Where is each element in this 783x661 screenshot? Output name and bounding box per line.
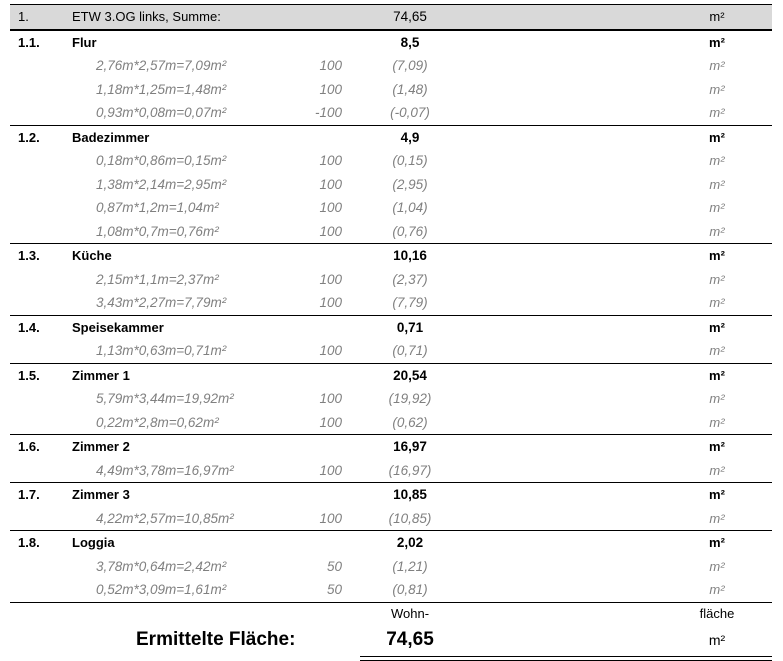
measurement-formula: 1,13m*0,63m=0,71m² (96, 343, 227, 358)
measurement-percent: 100 (319, 58, 342, 73)
measurement-partial-area: (7,09) (392, 58, 428, 73)
room-area-unit: m² (709, 535, 725, 550)
measurement-percent: 100 (319, 295, 342, 310)
room-area-value: 8,5 (400, 34, 420, 50)
measurement-row (10, 555, 772, 579)
measurement-unit: m² (709, 176, 725, 192)
total-value: 74,65 (386, 628, 434, 650)
total-double-underline (360, 656, 772, 661)
measurement-partial-area: (16,97) (388, 462, 432, 478)
room-area-value: 2,02 (396, 535, 424, 550)
measurement-partial-area: (1,21) (392, 558, 428, 574)
measurement-percent: 100 (319, 343, 342, 358)
measurement-unit: m² (709, 153, 725, 168)
measurement-row (10, 78, 772, 102)
measurement-row (10, 196, 772, 220)
room-name: Speisekammer (72, 319, 164, 335)
measurement-formula: 3,78m*0,64m=2,42m² (96, 558, 227, 574)
measurement-formula: 0,22m*2,8m=0,62m² (96, 414, 219, 430)
flaeche-label: fläche (699, 605, 735, 621)
measurement-unit: m² (709, 271, 725, 287)
measurement-percent: 100 (319, 176, 342, 192)
measurement-percent: 50 (326, 558, 342, 574)
section-number: 1.5. (18, 367, 40, 383)
room-name: Zimmer 1 (72, 367, 130, 383)
area-calculation-sheet (10, 4, 772, 655)
section-header-row (10, 315, 772, 340)
measurement-partial-area: (0,76) (392, 223, 428, 239)
measurement-partial-area: (0,71) (392, 343, 428, 358)
measurement-formula: 1,18m*1,25m=1,48m² (96, 81, 227, 97)
measurement-unit: m² (709, 343, 725, 358)
measurement-partial-area: (19,92) (388, 391, 432, 406)
room-name: Flur (72, 34, 97, 50)
section-header-row (10, 30, 772, 55)
measurement-unit: m² (709, 414, 725, 430)
section-number: 1.3. (18, 248, 40, 263)
measurement-percent: 100 (319, 200, 342, 215)
room-area-unit: m² (709, 34, 725, 50)
room-area-unit: m² (709, 319, 725, 335)
room-name: Küche (72, 248, 112, 263)
measurement-row (10, 411, 772, 435)
measurement-formula: 0,87m*1,2m=1,04m² (96, 200, 219, 215)
room-area-unit: m² (709, 248, 725, 263)
measurement-partial-area: (-0,07) (390, 105, 430, 120)
measurement-percent: 50 (326, 582, 342, 597)
section-header-row (10, 243, 772, 268)
section-number: 1.6. (18, 439, 40, 454)
measurement-percent: 100 (319, 223, 342, 239)
room-area-value: 4,9 (400, 129, 420, 145)
measurement-percent: 100 (319, 391, 342, 406)
summary-number: 1. (18, 9, 29, 24)
summary-row (10, 4, 772, 30)
section-number: 1.8. (18, 535, 40, 550)
section-header-row (10, 363, 772, 388)
footer-column-labels (10, 602, 772, 625)
summary-value: 74,65 (393, 9, 427, 24)
wohn-label: Wohn- (390, 605, 430, 621)
measurement-partial-area: (0,15) (392, 153, 428, 168)
measurement-unit: m² (709, 295, 725, 310)
room-name: Zimmer 2 (72, 439, 130, 454)
measurement-unit: m² (709, 462, 725, 478)
room-area-value: 16,97 (393, 439, 427, 454)
measurement-row (10, 101, 772, 125)
summary-label: ETW 3.OG links, Summe: (72, 9, 221, 24)
measurement-formula: 0,52m*3,09m=1,61m² (96, 582, 227, 597)
measurement-formula: 0,93m*0,08m=0,07m² (96, 105, 227, 120)
measurement-percent: 100 (319, 510, 342, 526)
room-area-unit: m² (709, 487, 725, 502)
measurement-row (10, 268, 772, 292)
measurement-partial-area: (10,85) (388, 510, 432, 526)
measurement-formula: 3,43m*2,27m=7,79m² (96, 295, 227, 310)
section-number: 1.4. (18, 319, 40, 335)
measurement-row (10, 291, 772, 315)
measurement-row (10, 54, 772, 78)
measurement-unit: m² (709, 81, 725, 97)
measurement-row (10, 387, 772, 411)
measurement-formula: 1,38m*2,14m=2,95m² (96, 176, 227, 192)
room-area-unit: m² (709, 439, 725, 454)
measurement-formula: 4,49m*3,78m=16,97m² (96, 462, 234, 478)
measurement-percent: 100 (319, 462, 342, 478)
measurement-unit: m² (709, 223, 725, 239)
measurement-partial-area: (1,04) (392, 200, 428, 215)
measurement-unit: m² (709, 105, 725, 120)
room-name: Badezimmer (72, 129, 150, 145)
section-header-row (10, 530, 772, 555)
section-header-row (10, 482, 772, 507)
measurement-row (10, 220, 772, 244)
measurement-percent: 100 (319, 81, 342, 97)
measurement-row (10, 578, 772, 602)
measurement-formula: 2,15m*1,1m=2,37m² (96, 271, 219, 287)
section-header-row (10, 125, 772, 150)
section-header-row (10, 434, 772, 459)
measurement-row (10, 459, 772, 483)
measurement-percent: 100 (319, 414, 342, 430)
measurement-formula: 2,76m*2,57m=7,09m² (96, 58, 227, 73)
measurement-formula: 0,18m*0,86m=0,15m² (96, 153, 227, 168)
measurement-row (10, 173, 772, 197)
measurement-formula: 4,22m*2,57m=10,85m² (96, 510, 234, 526)
measurement-row (10, 149, 772, 173)
room-area-unit: m² (709, 367, 725, 383)
measurement-partial-area: (1,48) (392, 81, 428, 97)
room-area-value: 0,71 (396, 319, 424, 335)
measurement-unit: m² (709, 200, 725, 215)
room-sections (10, 30, 772, 602)
measurement-percent: -100 (314, 105, 342, 120)
measurement-partial-area: (7,79) (392, 295, 428, 310)
room-area-unit: m² (709, 129, 725, 145)
room-area-value: 10,16 (393, 248, 427, 263)
section-number: 1.1. (18, 34, 40, 50)
measurement-formula: 5,79m*3,44m=19,92m² (96, 391, 234, 406)
measurement-partial-area: (2,37) (392, 271, 428, 287)
measurement-percent: 100 (319, 271, 342, 287)
measurement-unit: m² (709, 58, 725, 73)
measurement-formula: 1,08m*0,7m=0,76m² (96, 223, 219, 239)
measurement-percent: 100 (319, 153, 342, 168)
measurement-unit: m² (709, 558, 725, 574)
measurement-partial-area: (0,81) (392, 582, 428, 597)
total-row (10, 625, 772, 655)
measurement-partial-area: (2,95) (392, 176, 428, 192)
measurement-unit: m² (709, 582, 725, 597)
measurement-unit: m² (709, 510, 725, 526)
room-name: Zimmer 3 (72, 487, 130, 502)
section-number: 1.7. (18, 487, 40, 502)
total-label: Ermittelte Fläche: (136, 628, 296, 650)
section-number: 1.2. (18, 129, 40, 145)
total-unit: m² (708, 631, 726, 648)
measurement-partial-area: (0,62) (392, 414, 428, 430)
measurement-row (10, 339, 772, 363)
room-name: Loggia (72, 535, 115, 550)
room-area-value: 10,85 (393, 487, 427, 502)
measurement-unit: m² (709, 391, 725, 406)
summary-unit: m² (709, 9, 725, 24)
measurement-row (10, 507, 772, 531)
room-area-value: 20,54 (393, 367, 427, 383)
